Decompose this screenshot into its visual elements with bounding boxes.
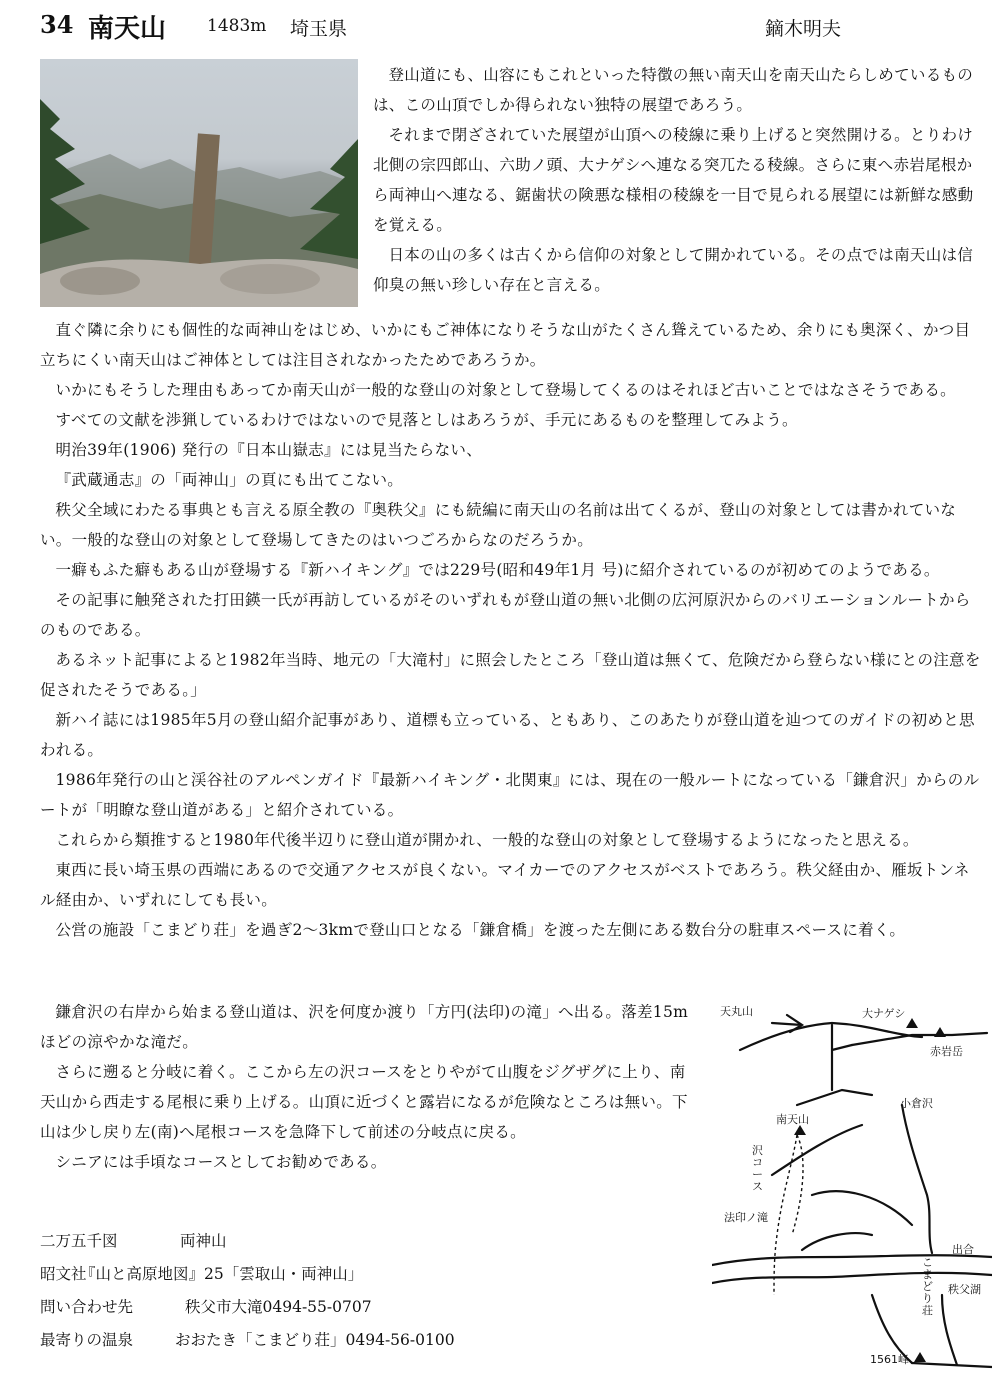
paragraph: 公営の施設「こまどり荘」を過ぎ2～3kmで登山口となる「鎌倉橋」を渡った左側にある数台分の駐車スペースに着く。 <box>55 921 906 939</box>
map-label-hoin-falls: 法印ノ滝 <box>724 1211 768 1224</box>
body-text <box>40 315 985 945</box>
paragraph: すべての文献を渉猟しているわけではないので見落としはあろうが、手元にあるものを整理してみよう。 <box>55 411 798 429</box>
info-row <box>40 1225 227 1258</box>
map-label-deai: 出合 <box>952 1243 974 1256</box>
map-label-nantenzan: 南天山 <box>776 1113 809 1126</box>
map-label-komadori: こまどり荘 <box>922 1256 933 1317</box>
info-value: 『山と高原地図』25「雲取山・両神山」 <box>80 1265 364 1283</box>
paragraph: 秩父全域にわたる事典とも言える原全教の『奥秩父』にも続編に南天山の名前は出てくるが、登山の対象としては書かれていない。一般的な登山の対象として登場してきたのはいつごろからなのだろうか。 <box>40 501 957 549</box>
lead-text <box>373 60 981 300</box>
page-header <box>40 8 960 44</box>
paragraph: 『武蔵通志』の「両神山」の頁にも出てこない。 <box>55 471 404 489</box>
article-number: 34 <box>40 10 74 39</box>
prefecture: 埼玉県 <box>290 18 348 40</box>
info-label: 最寄りの温泉 <box>40 1331 134 1349</box>
paragraph: 日本の山の多くは古くから信仰の対象として開かれている。その点では南天山は信仰臭の無い珍しい存在と言える。 <box>373 246 974 294</box>
paragraph: シニアには手頃なコースとしてお勧めである。 <box>55 1153 387 1171</box>
paragraph: 直ぐ隣に余りにも個性的な両神山をはじめ、いかにもご神体になりそうな山がたくさん聳えているため、余りにも奥深く、かつ目立ちにくい南天山はご神体としては注目されなかったためであろうか。 <box>40 321 971 369</box>
paragraph: 明治39年(1906) 発行の『日本山嶽志』には見当たらない、 <box>55 441 482 459</box>
reference-info <box>40 1225 455 1357</box>
paragraph: これらから類推すると1980年代後半辺りに登山道が開かれ、一般的な登山の対象として登場するようになったと思える。 <box>55 831 919 849</box>
paragraph: それまで閉ざされていた展望が山頂への稜線に乗り上げると突然開ける。とりわけ北側の宗四郎山、六助ノ頭、大ナゲシへ連なる突兀たる稜線。さらに東へ赤岩尾根から両神山へ連なる、鋸歯状の険悪な様相の稜線を一目で見られる展望には新鮮な感動を覚える。 <box>373 126 974 234</box>
map-label-akaiwa: 赤岩岳 <box>930 1045 963 1058</box>
info-label: 二万五千図 <box>40 1232 118 1250</box>
map-label-onageshi: 大ナゲシ <box>862 1007 906 1020</box>
paragraph: 東西に長い埼玉県の西端にあるので交通アクセスが良くない。マイカーでのアクセスがベストであろう。秩父経由か、雁坂トンネル経由か、いずれにしても長い。 <box>40 861 970 909</box>
paragraph: 登山道にも、山容にもこれといった特徴の無い南天山を南天山たらしめているものは、この山頂でしか得られない独特の展望であろう。 <box>373 66 974 114</box>
summit-photo-drawing <box>40 59 358 307</box>
elevation: 1483m <box>207 16 267 36</box>
author-name: 鏑木明夫 <box>765 18 842 40</box>
paragraph: 1986年発行の山と渓谷社のアルペンガイド『最新ハイキング・北関東』には、現在の一般ルートになっている「鎌倉沢」からのルートが「明瞭な登山道がある」と紹介されている。 <box>40 771 980 819</box>
paragraph: さらに遡ると分岐に着く。ここから左の沢コースをとりやがて山腹をジグザグに上り、南天山から西走する尾根に乗り上げる。山頂に近づくと露岩になるが危険なところは無い。下山は少し戻り左(南)へ尾根コースを急降下して前述の分岐点に戻る。 <box>40 1063 688 1141</box>
mountain-name: 南天山 <box>88 14 167 44</box>
info-value: おおたき「こまどり荘」0494-56-0100 <box>175 1331 455 1349</box>
paragraph: あるネット記事によると1982年当時、地元の「大滝村」に照会したところ「登山道は無くて、危険だから登らない様にとの注意を促されたそうである。」 <box>40 651 981 699</box>
info-value: 両神山 <box>180 1232 227 1250</box>
lower-text <box>40 997 700 1177</box>
map-label-chichibu-lake: 秩父湖 <box>948 1283 981 1296</box>
info-value: 秩父市大滝0494-55-0707 <box>185 1298 372 1316</box>
info-row <box>40 1291 372 1324</box>
map-label-tenmaru: 天丸山 <box>720 1005 753 1018</box>
info-label: 問い合わせ先 <box>40 1298 134 1316</box>
info-row <box>40 1258 364 1291</box>
info-label: 昭文社 <box>40 1265 87 1283</box>
paragraph: 新ハイ誌には1985年5月の登山紹介記事があり、道標も立っている、ともあり、このあたりが登山道を辿つてのガイドの初めと思われる。 <box>40 711 975 759</box>
info-row <box>40 1324 455 1357</box>
paragraph: その記事に触発された打田鍈一氏が再訪しているがそのいずれもが登山道の無い北側の広河原沢からのバリエーションルートからのものである。 <box>40 591 971 639</box>
summit-photo <box>40 59 358 307</box>
map-label-sawa-course: 沢コース <box>752 1144 763 1193</box>
route-map <box>712 995 992 1373</box>
paragraph: 鎌倉沢の右岸から始まる登山道は、沢を何度か渡り「方円(法印)の滝」へ出る。落差15mほどの涼やかな滝だ。 <box>40 1003 689 1051</box>
map-label-kokurasawa: 小倉沢 <box>900 1097 933 1110</box>
paragraph: いかにもそうした理由もあってか南天山が一般的な登山の対象として登場してくるのはそれほど古いことではなさそうである。 <box>55 381 956 399</box>
map-label-peak-1561: 1561峰 <box>870 1353 909 1366</box>
paragraph: 一癖もふた癖もある山が登場する『新ハイキング』では229号(昭和49年1月 号)に紹介されているのが初めてのようである。 <box>55 561 940 579</box>
